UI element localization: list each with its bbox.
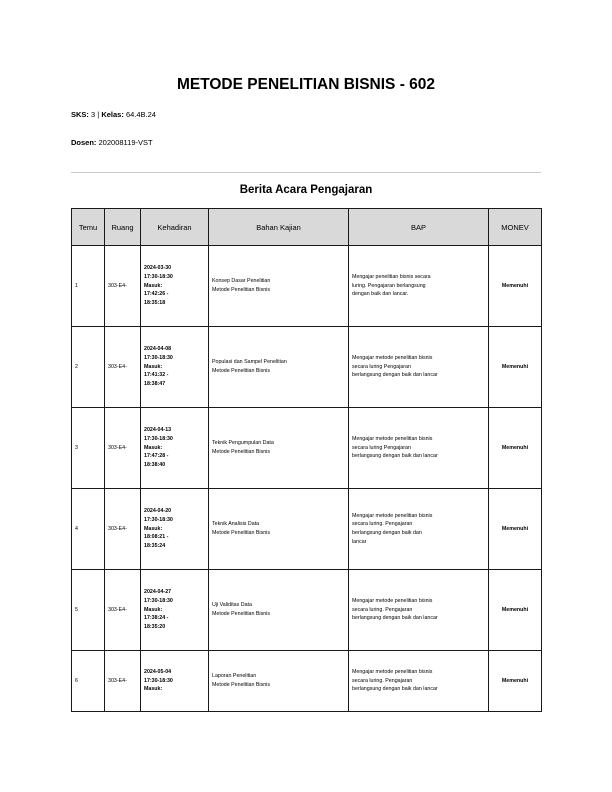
table-header-row <box>72 209 542 246</box>
section-title: Berita Acara Pengajaran <box>239 184 373 196</box>
kelas-value: 64.4B.24 <box>125 110 156 119</box>
cell-kehadiran: 2024-04-13 17:30-18:30 Masuk: 17:47:28 - 18:38:40 <box>141 408 209 489</box>
cell-bap: Mengajar penelitian bisnis secara luring. Pengajaran berlangsung dengan baik dan lancar. <box>349 246 489 327</box>
meta-separator: | <box>97 110 100 119</box>
cell-monev: Memenuhi <box>489 570 542 651</box>
header-bahan-kajian: Bahan Kajian <box>209 209 349 246</box>
cell-temu: 5 <box>72 570 105 651</box>
divider <box>71 172 541 173</box>
cell-bap: Mengajar metode penelitian bisnis secara luring. Pengajaran berlangsung dengan baik dan lancar <box>349 651 489 712</box>
sks-value: 3 <box>91 110 96 119</box>
header-temu: Temu <box>72 209 105 246</box>
cell-temu: 6 <box>72 651 105 712</box>
cell-kehadiran: 2024-05-04 17:30-18:30 Masuk: <box>141 651 209 712</box>
bap-table <box>71 208 542 712</box>
header-monev: MONEV <box>489 209 542 246</box>
cell-kehadiran: 2024-04-27 17:30-18:30 Masuk: 17:38:24 - 18:35:20 <box>141 570 209 651</box>
cell-bahan-kajian: Laporan Penelitian Metode Penelitian Bisnis <box>209 651 349 712</box>
table-row <box>72 408 542 489</box>
course-meta <box>71 110 156 119</box>
sks-label: SKS: <box>71 110 89 119</box>
lecturer-meta <box>71 138 153 147</box>
cell-kehadiran: 2024-04-08 17:30-18:30 Masuk: 17:41:32 - 18:38:47 <box>141 327 209 408</box>
cell-bahan-kajian: Teknik Pengumpulan Data Metode Penelitian Bisnis <box>209 408 349 489</box>
page-title: METODE PENELITIAN BISNIS - 602 <box>176 76 436 93</box>
table-row <box>72 327 542 408</box>
header-bap: BAP <box>349 209 489 246</box>
cell-kehadiran: 2024-03-30 17:30-18:30 Masuk: 17:42:26 - 18:35:18 <box>141 246 209 327</box>
cell-ruang: 303-E4- <box>105 327 141 408</box>
cell-ruang: 303-E4- <box>105 570 141 651</box>
table-row <box>72 570 542 651</box>
cell-temu: 2 <box>72 327 105 408</box>
table-row <box>72 489 542 570</box>
cell-bahan-kajian: Konsep Dasar Penelitian Metode Penelitian Bisnis <box>209 246 349 327</box>
cell-ruang: 303-E4- <box>105 246 141 327</box>
cell-temu: 4 <box>72 489 105 570</box>
header-kehadiran: Kehadiran <box>141 209 209 246</box>
cell-temu: 3 <box>72 408 105 489</box>
cell-monev: Memenuhi <box>489 327 542 408</box>
cell-monev: Memenuhi <box>489 246 542 327</box>
cell-bahan-kajian: Teknik Analisis Data Metode Penelitian Bisnis <box>209 489 349 570</box>
cell-monev: Memenuhi <box>489 489 542 570</box>
kelas-label: Kelas: <box>101 110 124 119</box>
cell-kehadiran: 2024-04-20 17:30-18:30 Masuk: 18:08:21 - 18:35:24 <box>141 489 209 570</box>
cell-bap: Mengajar metode penelitian bisnis secara luring Pengajaran berlangsung dengan baik dan lancar <box>349 327 489 408</box>
cell-ruang: 303-E4- <box>105 408 141 489</box>
cell-bahan-kajian: Populasi dan Sampel Penelitian Metode Penelitian Bisnis <box>209 327 349 408</box>
cell-bap: Mengajar metode penelitian bisnis secara luring Pengajaran berlangsung dengan baik dan lancar <box>349 408 489 489</box>
cell-bap: Mengajar metode penelitian bisnis secara luring. Pengajaran berlangsung dengan baik dan lancar <box>349 570 489 651</box>
dosen-value: 202008119-VST <box>98 138 153 147</box>
cell-monev: Memenuhi <box>489 408 542 489</box>
table-row <box>72 246 542 327</box>
header-ruang: Ruang <box>105 209 141 246</box>
cell-ruang: 303-E4- <box>105 489 141 570</box>
cell-bahan-kajian: Uji Validitas Data Metode Penelitian Bisnis <box>209 570 349 651</box>
dosen-label: Dosen: <box>71 138 97 147</box>
cell-monev: Memenuhi <box>489 651 542 712</box>
cell-ruang: 303-E4- <box>105 651 141 712</box>
cell-temu: 1 <box>72 246 105 327</box>
table-row <box>72 651 542 712</box>
cell-bap: Mengajar metode penelitian bisnis secara luring. Pengajaran berlangsung dengan baik dan lancar <box>349 489 489 570</box>
